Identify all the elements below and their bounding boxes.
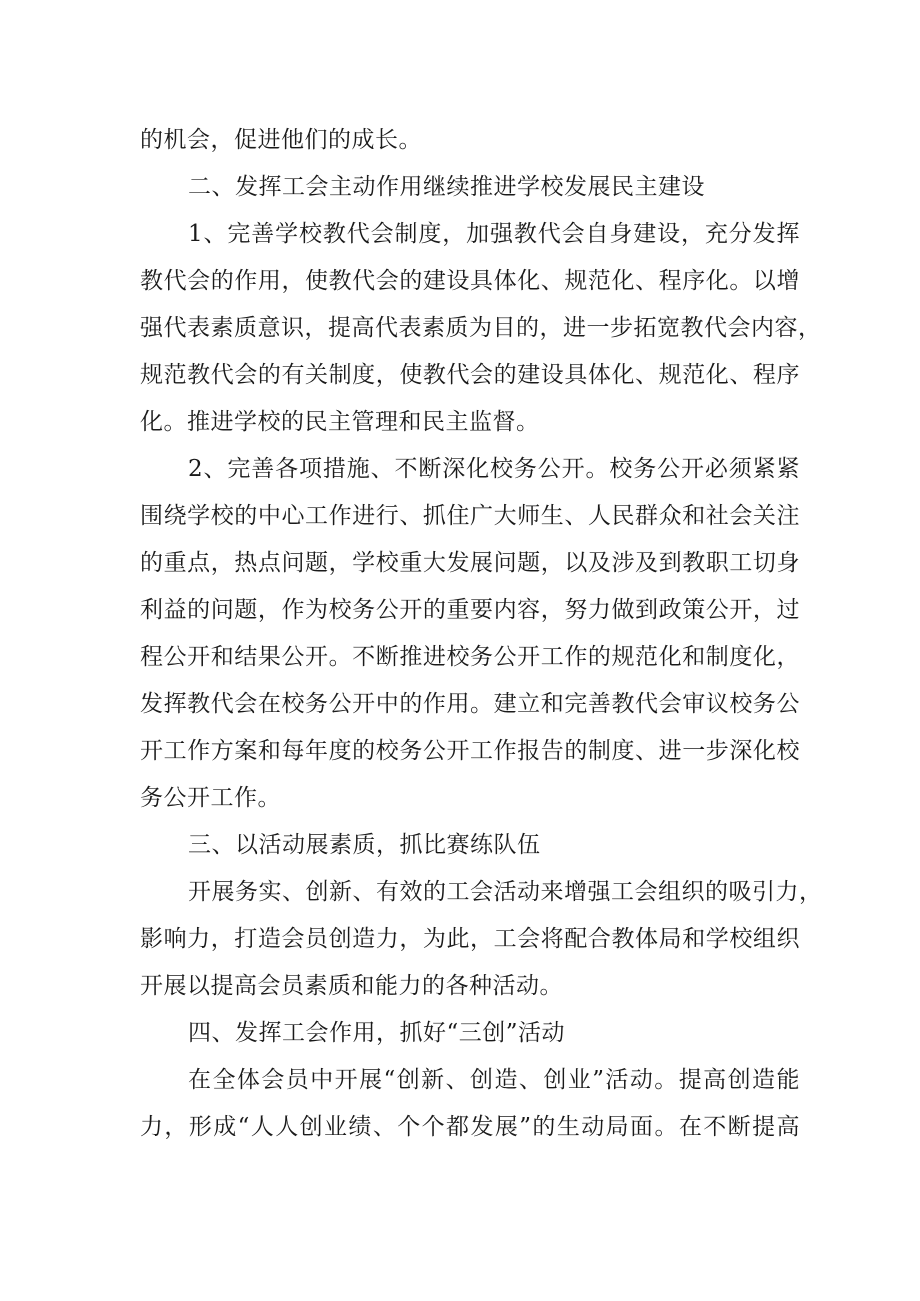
section-heading: 四、发挥工会作用，抓好“三创”活动: [188, 1020, 566, 1046]
text-line: 教代会的作用，使教代会的建设具体化、规范化、程序化。以增: [140, 268, 800, 294]
text-line: 的重点，热点问题，学校重大发展问题，以及涉及到教职工切身: [140, 550, 800, 576]
text-line: 2、完善各项措施、不断深化校务公开。校务公开必须紧紧: [188, 456, 800, 482]
text-line: 力，形成“人人创业绩、个个都发展”的生动局面。在不断提高: [140, 1114, 800, 1140]
text-line: 程公开和结果公开。不断推进校务公开工作的规范化和制度化，: [140, 644, 800, 670]
text-line: 发挥教代会在校务公开中的作用。建立和完善教代会审议校务公: [140, 691, 800, 717]
section-heading: 三、以活动展素质，抓比赛练队伍: [188, 832, 541, 858]
text-line: 的机会，促进他们的成长。: [140, 127, 422, 153]
section-heading: 二、发挥工会主动作用继续推进学校发展民主建设: [188, 174, 705, 200]
text-line: 强代表素质意识，提高代表素质为目的，进一步拓宽教代会内容，: [140, 315, 822, 341]
text-line: 化。推进学校的民主管理和民主监督。: [140, 409, 540, 435]
text-line: 规范教代会的有关制度，使教代会的建设具体化、规范化、程序: [140, 362, 800, 388]
text-line: 开工作方案和每年度的校务公开工作报告的制度、进一步深化校: [140, 738, 800, 764]
text-line: 围绕学校的中心工作进行、抓住广大师生、人民群众和社会关注: [140, 503, 800, 529]
text-line: 在全体会员中开展“创新、创造、创业”活动。提高创造能: [188, 1067, 800, 1093]
text-line: 影响力，打造会员创造力，为此，工会将配合教体局和学校组织: [140, 926, 800, 952]
text-line: 开展以提高会员素质和能力的各种活动。: [140, 973, 563, 999]
text-line: 利益的问题，作为校务公开的重要内容，努力做到政策公开，过: [140, 597, 800, 623]
text-line: 务公开工作。: [140, 785, 281, 811]
text-line: 开展务实、创新、有效的工会活动来增强工会组织的吸引力，: [188, 879, 823, 905]
text-line: 1、完善学校教代会制度，加强教代会自身建设，充分发挥: [188, 221, 800, 247]
